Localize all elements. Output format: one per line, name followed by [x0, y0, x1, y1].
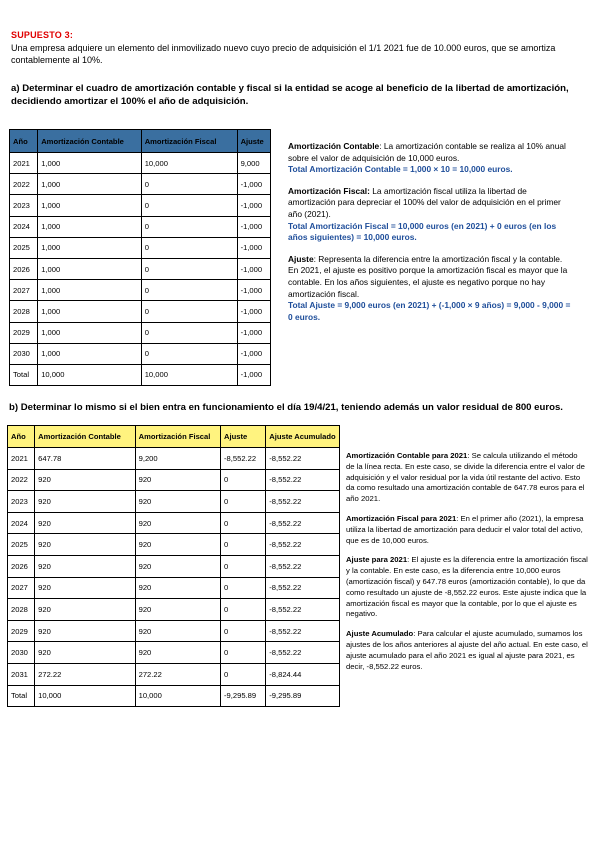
note-fiscal	[288, 186, 573, 244]
table-row	[10, 195, 271, 216]
notes-a	[288, 141, 573, 323]
table-cell: 2029	[8, 620, 35, 642]
note-b-ajuste-text: : El ajuste es la diferencia entre la amortización fiscal y la contable. En este caso, es la diferencia entre 10,000 euros (amortización fiscal) y 647.78 euros (amortización contable), lo que da como resultado un ajuste de -8,552.22 euros. Este ajuste indica que la amortización fiscal es mayor que la contable, por lo que el ajuste es negativo.	[346, 555, 588, 619]
table-cell: 0	[221, 642, 266, 664]
table-cell: -8,552.22	[266, 491, 340, 513]
table-cell: 10,000	[35, 685, 135, 707]
table-cell: 2027	[8, 577, 35, 599]
table-row	[10, 174, 271, 195]
table-cell: 1,000	[38, 216, 141, 237]
table-cell: 920	[35, 534, 135, 556]
table-cell: 920	[135, 555, 220, 577]
note-b-acum-label: Ajuste Acumulado	[346, 629, 414, 639]
table-cell: 2025	[8, 534, 35, 556]
col-header-ajuste: Ajuste	[221, 426, 266, 448]
note-b-fiscal-label: Amortización Fiscal para 2021	[346, 513, 457, 523]
table-cell: 1,000	[38, 195, 141, 216]
table-cell: 920	[135, 512, 220, 534]
table-cell: Total	[8, 685, 35, 707]
table-cell: 0	[221, 469, 266, 491]
table-cell: 0	[141, 195, 237, 216]
table-cell: -1,000	[237, 216, 270, 237]
table-cell: -1,000	[237, 322, 270, 343]
col-header-year: Año	[10, 130, 38, 153]
table-cell: Total	[10, 364, 38, 385]
table-cell: 0	[221, 577, 266, 599]
table-row	[10, 153, 271, 174]
note-b-ajuste-label: Ajuste para 2021	[346, 555, 408, 565]
table-cell: 0	[141, 301, 237, 322]
note-b-ajuste	[346, 555, 588, 620]
table-cell: 920	[135, 620, 220, 642]
question-b: b) Determinar lo mismo si el bien entra en funcionamiento el día 19/4/21, teniendo además un valor residual de 800 euros.	[9, 402, 563, 413]
table-cell: -1,000	[237, 343, 270, 364]
table-cell: 920	[135, 642, 220, 664]
note-fiscal-text: La amortización fiscal utiliza la libertad de amortización para depreciar el 100% del valor de adquisición en el primer año (2021).	[288, 185, 561, 219]
col-header-fiscal: Amortización Fiscal	[141, 130, 237, 153]
table-cell: -8,552.22	[266, 555, 340, 577]
table-row	[10, 280, 271, 301]
table-cell: 0	[141, 343, 237, 364]
table-header-row	[8, 426, 340, 448]
note-fiscal-label: Amortización Fiscal:	[288, 185, 370, 196]
table-cell: -8,824.44	[266, 663, 340, 685]
table-cell: 1,000	[38, 343, 141, 364]
table-cell: 272.22	[135, 663, 220, 685]
note-b-contable-label: Amortización Contable para 2021	[346, 451, 468, 460]
table-cell: 0	[141, 216, 237, 237]
table-cell: 2021	[10, 153, 38, 174]
col-header-year: Año	[8, 426, 35, 448]
table-cell: 2022	[8, 469, 35, 491]
table-cell: -1,000	[237, 258, 270, 279]
table-cell: 920	[35, 577, 135, 599]
table-cell: 0	[141, 322, 237, 343]
table-cell: 2023	[10, 195, 38, 216]
table-cell: 0	[141, 174, 237, 195]
table-cell: 920	[35, 555, 135, 577]
table-cell: 920	[135, 491, 220, 513]
table-cell: 1,000	[38, 280, 141, 301]
note-fiscal-total: Total Amortización Fiscal = 10,000 euros (en 2021) + 0 euros (en los años siguientes) = 10,000 euros.	[288, 220, 557, 243]
table-cell: 0	[221, 534, 266, 556]
question-a: a) Determinar el cuadro de amortización contable y fiscal si la entidad se acoge al beneficio de la libertad de amortización, decidiendo amortizar el 100% el año de adquisición.	[11, 83, 569, 107]
table-cell: 1,000	[38, 153, 141, 174]
table-cell: 920	[35, 599, 135, 621]
amortization-table-b	[7, 425, 340, 707]
note-contable-label: Amortización Contable	[288, 141, 380, 151]
table-cell: 2029	[10, 322, 38, 343]
table-row	[10, 301, 271, 322]
table-cell: -8,552.22	[266, 577, 340, 599]
table-cell: 0	[221, 512, 266, 534]
intro-paragraph: Una empresa adquiere un elemento del inmovilizado nuevo cuyo precio de adquisición el 1/1 2021 fue de 10.000 euros, que se amortiza contablemente al 10%.	[11, 43, 556, 65]
table-cell: -1,000	[237, 280, 270, 301]
table-cell: -8,552.22	[266, 534, 340, 556]
table-cell: 2024	[10, 216, 38, 237]
amortization-table-a	[9, 129, 271, 386]
table-cell: -1,000	[237, 364, 270, 385]
table-row	[8, 534, 340, 556]
table-row	[10, 258, 271, 279]
table-cell: 9,000	[237, 153, 270, 174]
table-row	[10, 237, 271, 258]
note-contable-total: Total Amortización Contable = 1,000 × 10 = 10,000 euros.	[288, 164, 513, 175]
table-cell: -8,552.22	[266, 512, 340, 534]
table-cell: 1,000	[38, 174, 141, 195]
note-b-contable	[346, 451, 588, 505]
table-cell: -8,552.22	[266, 620, 340, 642]
table-row	[8, 491, 340, 513]
note-b-acum-text: : Para calcular el ajuste acumulado, sumamos los ajustes de los años anteriores al ajuste del año actual. En este caso, el ajuste acumulado para el año 2021 es igual al ajuste para 2021, es decir, -8,552.22 euros.	[346, 629, 588, 671]
col-header-ajuste-acumulado: Ajuste Acumulado	[266, 426, 340, 448]
table-cell: 2021	[8, 448, 35, 470]
table-cell: 2030	[10, 343, 38, 364]
note-contable	[288, 141, 573, 176]
table-cell: -9,295.89	[266, 685, 340, 707]
table-cell: 0	[221, 663, 266, 685]
table-cell: 920	[135, 599, 220, 621]
table-cell: 1,000	[38, 237, 141, 258]
table-cell: 920	[35, 469, 135, 491]
table-cell: 2027	[10, 280, 38, 301]
table-cell: -8,552.22	[266, 448, 340, 470]
table-cell: 0	[221, 491, 266, 513]
table-cell: -1,000	[237, 237, 270, 258]
table-cell: 9,200	[135, 448, 220, 470]
table-row	[10, 322, 271, 343]
note-b-acumulado	[346, 629, 588, 672]
table-cell: 2024	[8, 512, 35, 534]
table-cell: 920	[135, 534, 220, 556]
table-row	[8, 469, 340, 491]
col-header-ajuste: Ajuste	[237, 130, 270, 153]
note-b-fiscal	[346, 514, 588, 546]
table-cell: 0	[221, 620, 266, 642]
table-cell: 920	[35, 642, 135, 664]
table-cell: 2031	[8, 663, 35, 685]
table-cell: 0	[221, 599, 266, 621]
note-ajuste-label: Ajuste	[288, 253, 314, 264]
table-row	[8, 685, 340, 707]
table-cell: 2023	[8, 491, 35, 513]
table-cell: -9,295.89	[221, 685, 266, 707]
table-cell: 920	[35, 512, 135, 534]
note-b-fiscal-text: : En el primer año (2021), la empresa utiliza la libertad de amortización para deducir el valor total del activo, que es de 10,000 euros.	[346, 513, 584, 545]
table-cell: 2022	[10, 174, 38, 195]
col-header-fiscal: Amortización Fiscal	[135, 426, 220, 448]
table-cell: -8,552.22	[266, 599, 340, 621]
table-cell: -8,552.22	[221, 448, 266, 470]
table-cell: 647.78	[35, 448, 135, 470]
table-cell: 10,000	[141, 364, 237, 385]
document-title: SUPUESTO 3:	[11, 30, 74, 40]
table-cell: 272.22	[35, 663, 135, 685]
table-cell: 0	[221, 555, 266, 577]
table-cell: 0	[141, 237, 237, 258]
table-cell: -1,000	[237, 301, 270, 322]
table-cell: 10,000	[38, 364, 141, 385]
table-cell: 1,000	[38, 301, 141, 322]
table-cell: 2026	[8, 555, 35, 577]
table-row	[10, 364, 271, 385]
table-cell: 2030	[8, 642, 35, 664]
table-row	[8, 620, 340, 642]
col-header-contable: Amortización Contable	[38, 130, 141, 153]
table-cell: 10,000	[135, 685, 220, 707]
table-row	[8, 512, 340, 534]
table-cell: 2025	[10, 237, 38, 258]
note-contable-text: : La amortización contable se realiza al 10% anual sobre el valor de adquisición de 10,000 euros.	[288, 141, 566, 163]
table-cell: 920	[35, 620, 135, 642]
table-cell: 0	[141, 280, 237, 301]
table-header-row	[10, 130, 271, 153]
table-cell: 920	[135, 577, 220, 599]
table-cell: 1,000	[38, 322, 141, 343]
note-ajuste-text: : Representa la diferencia entre la amortización fiscal y la contable. En 2021, el ajuste es positivo porque la amortización fiscal es mayor que la contable. En los años siguientes, el ajuste es negativo porque no hay amortización fiscal.	[288, 253, 568, 299]
table-cell: 920	[35, 491, 135, 513]
table-row	[8, 448, 340, 470]
table-row	[8, 555, 340, 577]
col-header-contable: Amortización Contable	[35, 426, 135, 448]
table-row	[8, 663, 340, 685]
note-ajuste-total: Total Ajuste = 9,000 euros (en 2021) + (-1,000 × 9 años) = 9,000 - 9,000 = 0 euros.	[288, 300, 571, 322]
table-row	[8, 642, 340, 664]
table-cell: -1,000	[237, 195, 270, 216]
table-cell: -8,552.22	[266, 469, 340, 491]
table-cell: 2028	[10, 301, 38, 322]
table-row	[10, 216, 271, 237]
table-cell: -1,000	[237, 174, 270, 195]
table-cell: 920	[135, 469, 220, 491]
table-cell: 2028	[8, 599, 35, 621]
table-row	[8, 599, 340, 621]
table-cell: -8,552.22	[266, 642, 340, 664]
table-row	[8, 577, 340, 599]
table-cell: 2026	[10, 258, 38, 279]
table-cell: 10,000	[141, 153, 237, 174]
table-row	[10, 343, 271, 364]
note-b-contable-text: : Se calcula utilizando el método de la línea recta. En este caso, se divide la diferencia entre el valor de adquisición y el valor residual por la vida útil restante del activo. Esto da como resultado una amortización contable de 647.78 euros para el año 2021.	[346, 451, 585, 504]
notes-b	[346, 451, 588, 672]
table-cell: 1,000	[38, 258, 141, 279]
note-ajuste	[288, 254, 573, 324]
table-cell: 0	[141, 258, 237, 279]
